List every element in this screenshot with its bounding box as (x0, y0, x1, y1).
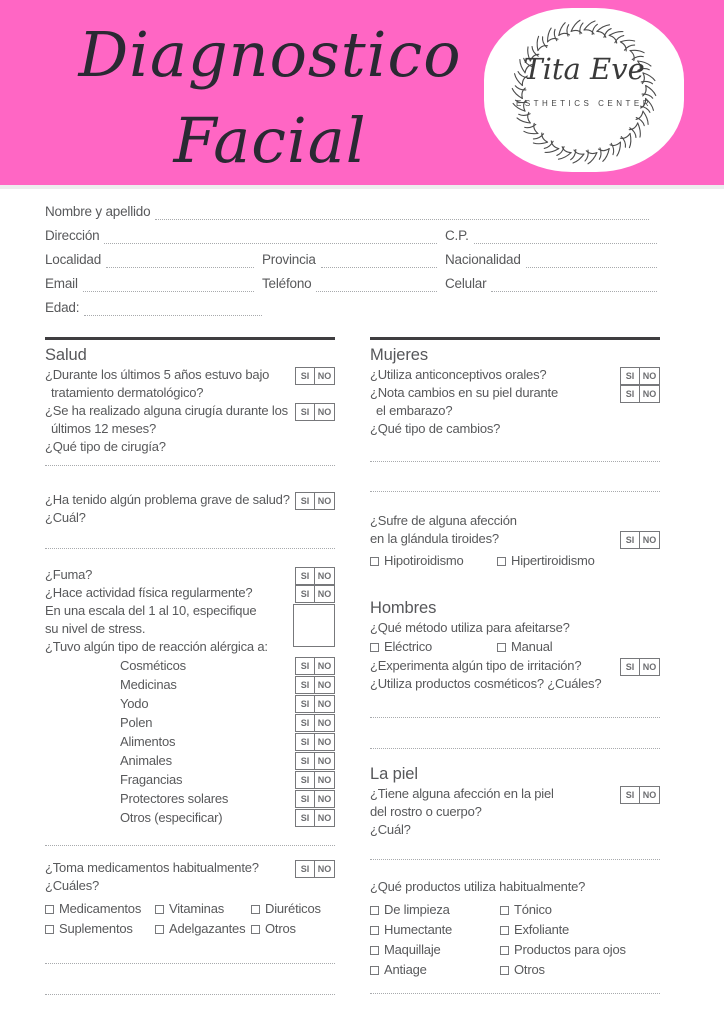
allergy-row (45, 713, 335, 732)
checkbox-item (500, 941, 626, 959)
si-option[interactable]: SI (296, 493, 315, 509)
question-text: ¿Toma medicamentos habitualmente? (45, 860, 259, 875)
question-tiroides (370, 512, 660, 548)
field-label-celular: Celular (445, 276, 487, 291)
question-problema-salud (45, 491, 335, 527)
allergy-label: Yodo (120, 695, 149, 711)
field-input-provincia[interactable] (321, 253, 437, 268)
allergy-row (45, 789, 335, 808)
header-banner (0, 0, 724, 185)
checkbox-item (370, 941, 500, 959)
question-text: En una escala del 1 al 10, especifique (45, 603, 257, 618)
checkbox-label: De limpieza (384, 902, 450, 917)
hombres-heading: Hombres (370, 599, 437, 617)
question-text: del rostro o cuerpo? (370, 804, 482, 819)
write-line[interactable] (45, 963, 335, 964)
si-option[interactable]: SI (621, 532, 640, 548)
si-option[interactable]: SI (296, 368, 315, 384)
checkbox-item (500, 901, 552, 919)
checkbox-label: Eléctrico (384, 639, 433, 654)
no-option[interactable]: NO (317, 496, 332, 506)
si-no-box (295, 567, 335, 585)
si-no-box (295, 714, 335, 732)
si-no-box (295, 771, 335, 789)
checkbox[interactable] (500, 946, 509, 955)
si-option[interactable]: SI (296, 861, 315, 877)
checkbox[interactable] (370, 946, 379, 955)
checkbox[interactable] (497, 557, 506, 566)
title-line-1: Diagnostico (78, 18, 462, 91)
checkbox-label: Medicamentos (59, 901, 142, 916)
field-input-direccion[interactable] (104, 229, 437, 244)
si-option[interactable]: SI (296, 734, 315, 750)
productos-row (370, 940, 660, 960)
question-text: ¿Durante los últimos 5 años estuvo bajo (45, 367, 270, 382)
si-no-box (620, 367, 660, 385)
checkbox-label: Manual (511, 639, 553, 654)
write-line[interactable] (370, 717, 660, 718)
si-option[interactable]: SI (296, 715, 315, 731)
allergy-row (45, 694, 335, 713)
question-cambios-piel (370, 384, 660, 420)
question-irritacion (370, 657, 660, 693)
field-row-email (45, 268, 657, 292)
page-title (0, 12, 540, 184)
field-label-nacionalidad: Nacionalidad (445, 252, 521, 267)
checkbox[interactable] (155, 905, 164, 914)
title-line-2: Facial (173, 104, 367, 177)
si-no-box (295, 809, 335, 827)
productos-row (370, 920, 660, 940)
si-no-box (295, 367, 335, 385)
si-no-box (295, 695, 335, 713)
checkbox-item (497, 552, 595, 570)
question-text: ¿Utiliza anticonceptivos orales? (370, 367, 547, 382)
checkbox-item (370, 552, 497, 570)
question-text: ¿Utiliza productos cosméticos? ¿Cuáles? (370, 676, 602, 691)
no-option[interactable]: NO (317, 812, 332, 823)
question-productos (370, 878, 660, 896)
question-text: ¿Tuvo algún tipo de reacción alérgica a: (45, 639, 268, 654)
question-text: ¿Fuma? (45, 567, 93, 582)
field-input-celular[interactable] (491, 277, 657, 292)
no-option[interactable]: NO (642, 790, 657, 800)
question-anticonceptivos (370, 366, 660, 384)
si-option[interactable]: SI (296, 696, 315, 712)
si-option[interactable]: SI (296, 586, 315, 602)
checkbox-label: Suplementos (59, 921, 133, 936)
question-medicamentos (45, 859, 335, 895)
si-option[interactable]: SI (296, 772, 315, 788)
si-no-box (620, 531, 660, 549)
checkbox-item (500, 921, 569, 939)
allergy-label: Otros (especificar) (120, 809, 223, 825)
allergy-row (45, 675, 335, 694)
no-option[interactable]: NO (317, 698, 332, 709)
tiroides-options-row (370, 551, 660, 571)
section-divider (370, 337, 660, 340)
question-text: últimos 12 meses? (51, 421, 156, 436)
allergy-row (45, 656, 335, 675)
question-text: ¿Hace actividad física regularmente? (45, 585, 253, 600)
checkbox-item (155, 920, 251, 938)
question-text: ¿Qué tipo de cambios? (370, 421, 501, 436)
checkbox[interactable] (251, 905, 260, 914)
allergy-label: Alimentos (120, 733, 176, 749)
si-option[interactable]: SI (296, 677, 315, 693)
allergy-label: Medicinas (120, 676, 177, 692)
checkbox-label: Adelgazantes (169, 921, 246, 936)
checkbox-item (251, 900, 321, 918)
no-option[interactable]: NO (317, 660, 332, 671)
checkbox[interactable] (500, 966, 509, 975)
checkbox-label: Antiage (384, 962, 427, 977)
question-text: ¿Qué método utiliza para afeitarse? (370, 620, 570, 635)
section-divider (45, 337, 335, 340)
allergy-label: Cosméticos (120, 657, 186, 673)
field-row-localidad (45, 244, 657, 268)
checkbox[interactable] (497, 643, 506, 652)
allergy-row (45, 751, 335, 770)
salud-heading: Salud (45, 346, 87, 364)
field-label-edad: Edad: (45, 300, 80, 315)
si-no-box (295, 860, 335, 878)
checkbox-item (370, 961, 500, 979)
productos-row (370, 900, 660, 920)
si-option[interactable]: SI (621, 368, 640, 384)
si-no-box (295, 790, 335, 808)
no-option[interactable]: NO (642, 662, 657, 672)
checkbox[interactable] (45, 925, 54, 934)
no-option[interactable]: NO (642, 389, 657, 399)
question-text: ¿Qué tipo de cirugía? (45, 439, 166, 454)
brand-subtitle: ESTHETICS CENTER (515, 99, 652, 108)
question-text: ¿Cuál? (370, 822, 411, 837)
checkbox[interactable] (500, 906, 509, 915)
write-line[interactable] (370, 993, 660, 994)
allergy-label: Protectores solares (120, 790, 229, 806)
write-line[interactable] (45, 845, 335, 846)
checkbox-label: Hipotiroidismo (384, 553, 464, 568)
field-input-edad[interactable] (84, 301, 262, 316)
checkbox-label: Productos para ojos (514, 942, 626, 957)
checkbox-label: Exfoliante (514, 922, 570, 937)
question-text: ¿Se ha realizado alguna cirugía durante los (45, 403, 288, 418)
field-label-direccion: Dirección (45, 228, 100, 243)
checkbox-label: Otros (265, 921, 296, 936)
contact-fields (45, 196, 657, 316)
question-text: ¿Qué productos utiliza habitualmente? (370, 879, 586, 894)
si-no-box (295, 676, 335, 694)
checkbox[interactable] (370, 643, 379, 652)
si-no-box (295, 403, 335, 421)
stress-level-input[interactable] (293, 604, 336, 647)
section-right (370, 337, 660, 994)
field-label-nombre: Nombre y apellido (45, 204, 151, 219)
checkbox-item (155, 900, 251, 918)
field-input-nombre[interactable] (155, 205, 649, 220)
checkbox-item (370, 638, 497, 656)
no-option[interactable]: NO (642, 535, 657, 545)
checkbox[interactable] (45, 905, 54, 914)
question-tipo-cambios (370, 420, 660, 438)
question-text: en la glándula tiroides? (370, 531, 499, 546)
checkbox-item (45, 900, 155, 918)
afeitarse-options-row (370, 637, 660, 657)
checkbox[interactable] (370, 557, 379, 566)
section-salud (45, 337, 335, 995)
allergy-label: Fragancias (120, 771, 183, 787)
write-line[interactable] (45, 465, 335, 466)
write-line[interactable] (370, 748, 660, 749)
allergy-label: Animales (120, 752, 172, 768)
field-label-localidad: Localidad (45, 252, 101, 267)
no-option[interactable]: NO (642, 371, 657, 381)
brand-name: Tita Eve (523, 52, 645, 86)
si-no-box (295, 733, 335, 751)
si-no-box (295, 492, 335, 510)
question-tipo-cirugia (45, 438, 335, 456)
si-no-box (295, 657, 335, 675)
no-option[interactable]: NO (317, 407, 332, 417)
write-line[interactable] (370, 859, 660, 860)
si-option[interactable]: SI (296, 753, 315, 769)
question-habitos (45, 566, 335, 656)
question-text: tratamiento dermatológico? (51, 385, 204, 400)
allergy-row (45, 808, 335, 827)
checkbox[interactable] (251, 925, 260, 934)
no-option[interactable]: NO (317, 755, 332, 766)
si-no-box (295, 585, 335, 603)
checkbox-label: Tónico (514, 902, 552, 917)
field-label-telefono: Teléfono (262, 276, 312, 291)
no-option[interactable]: NO (317, 571, 332, 581)
field-input-telefono[interactable] (316, 277, 437, 292)
write-line[interactable] (370, 461, 660, 462)
medication-options-row (45, 919, 335, 939)
field-input-nacionalidad[interactable] (526, 253, 657, 268)
checkbox-item (370, 901, 500, 919)
question-text: ¿Cuáles? (45, 878, 100, 893)
checkbox-label: Diuréticos (265, 901, 321, 916)
checkbox-item (370, 921, 500, 939)
checkbox-item (500, 961, 545, 979)
allergy-label: Polen (120, 714, 153, 730)
question-dermatologico (45, 366, 335, 402)
allergy-row (45, 732, 335, 751)
checkbox-label: Hipertiroidismo (511, 553, 595, 568)
productos-row (370, 960, 660, 980)
si-option[interactable]: SI (621, 787, 640, 803)
question-afeccion-piel (370, 785, 660, 839)
field-row-nombre (45, 196, 657, 220)
write-line[interactable] (45, 548, 335, 549)
question-text: ¿Cuál? (45, 510, 86, 525)
write-line[interactable] (370, 491, 660, 492)
field-input-email[interactable] (83, 277, 254, 292)
si-option[interactable]: SI (621, 659, 640, 675)
field-input-localidad[interactable] (106, 253, 254, 268)
si-option[interactable]: SI (296, 791, 315, 807)
question-text: su nivel de stress. (45, 621, 146, 636)
checkbox-item (45, 920, 155, 938)
checkbox-label: Humectante (384, 922, 453, 937)
checkbox[interactable] (155, 925, 164, 934)
brand-logo (484, 8, 684, 172)
question-text: el embarazo? (376, 403, 453, 418)
question-text: ¿Experimenta algún tipo de irritación? (370, 658, 582, 673)
checkbox[interactable] (370, 906, 379, 915)
si-no-box (620, 658, 660, 676)
no-option[interactable]: NO (317, 371, 332, 381)
checkbox[interactable] (370, 966, 379, 975)
field-row-edad (45, 292, 657, 316)
field-label-provincia: Provincia (262, 252, 316, 267)
checkbox-label: Otros (514, 962, 545, 977)
si-option[interactable]: SI (621, 386, 640, 402)
piel-heading: La piel (370, 765, 418, 783)
field-label-cp: C.P. (445, 228, 469, 243)
question-cirugia (45, 402, 335, 438)
medication-options-row (45, 899, 335, 919)
wreath-icon (484, 8, 684, 172)
checkbox[interactable] (370, 926, 379, 935)
question-text: ¿Nota cambios en su piel durante (370, 385, 558, 400)
question-text: ¿Tiene alguna afección en la piel (370, 786, 554, 801)
si-option[interactable]: SI (296, 404, 315, 420)
si-option[interactable]: SI (296, 568, 315, 584)
checkbox-label: Maquillaje (384, 942, 441, 957)
si-option[interactable]: SI (296, 810, 315, 826)
field-label-email: Email (45, 276, 78, 291)
no-option[interactable]: NO (317, 679, 332, 690)
no-option[interactable]: NO (317, 793, 332, 804)
no-option[interactable]: NO (317, 774, 332, 785)
checkbox[interactable] (500, 926, 509, 935)
si-no-box (295, 752, 335, 770)
write-line[interactable] (45, 994, 335, 995)
si-no-box (620, 786, 660, 804)
no-option[interactable]: NO (317, 717, 332, 728)
field-row-direccion (45, 220, 657, 244)
si-no-box (620, 385, 660, 403)
checkbox-label: Vitaminas (169, 901, 225, 916)
question-afeitarse (370, 619, 660, 637)
si-option[interactable]: SI (296, 658, 315, 674)
checkbox-item (251, 920, 296, 938)
question-text: ¿Ha tenido algún problema grave de salud? (45, 492, 290, 507)
no-option[interactable]: NO (317, 589, 332, 599)
question-text: ¿Sufre de alguna afección (370, 513, 517, 528)
no-option[interactable]: NO (317, 864, 332, 874)
field-input-cp[interactable] (474, 229, 657, 244)
checkbox-item (497, 638, 552, 656)
no-option[interactable]: NO (317, 736, 332, 747)
allergy-row (45, 770, 335, 789)
mujeres-heading: Mujeres (370, 346, 428, 364)
